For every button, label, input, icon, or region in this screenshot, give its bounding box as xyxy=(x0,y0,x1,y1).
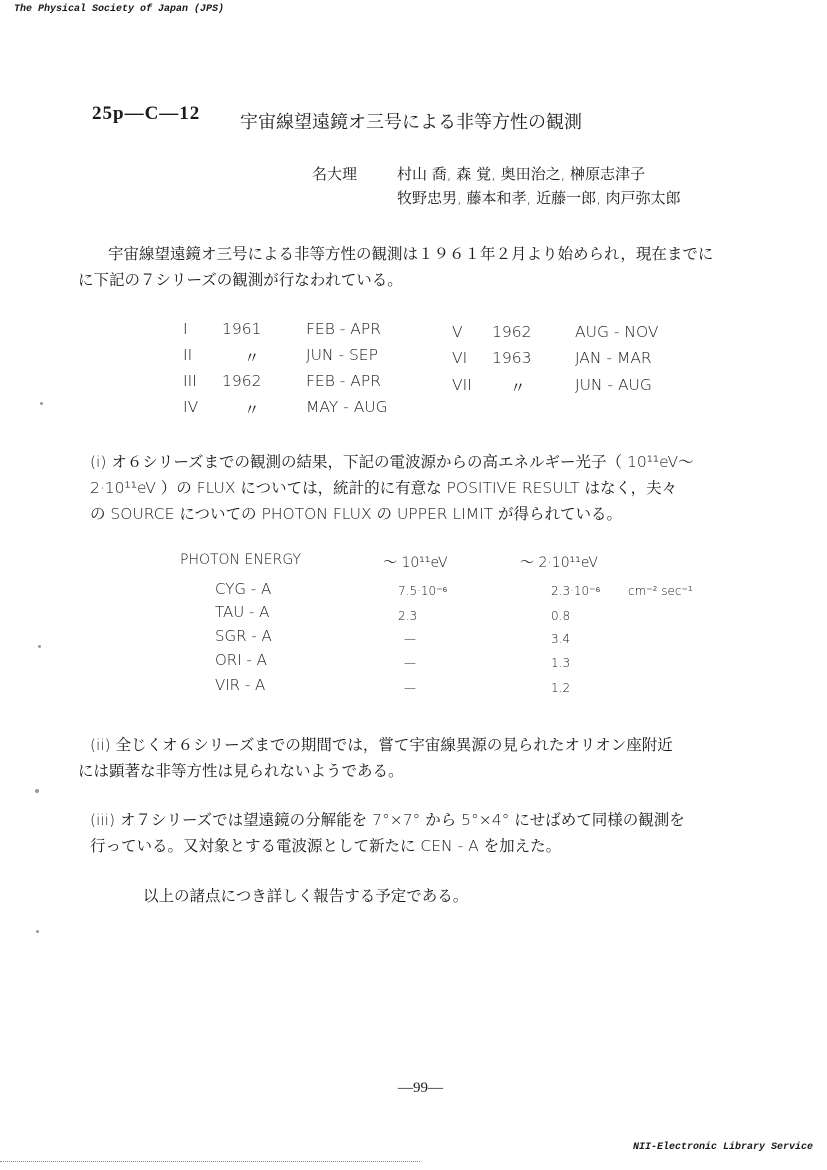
series-numeral: II xyxy=(183,346,193,364)
affiliation: 名大理 xyxy=(312,165,358,183)
series-months: MAY - AUG xyxy=(306,398,388,416)
para-i-line-1: (i) オ６シリーズまでの観測の結果，下記の電波源からの高エネルギー光子（ 10¹¹eV〜 xyxy=(90,453,694,471)
series-year: 〃 xyxy=(244,349,260,367)
intro-line-1: 宇宙線望遠鏡オ三号による非等方性の観測は１９６１年２月より始められ，現在までに xyxy=(108,245,714,263)
para-i-line-2: 2·10¹¹eV ）の FLUX については，統計的に有意な POSITIVE RESULT はなく，夫々 xyxy=(90,479,678,497)
flux-source: ORI - A xyxy=(215,651,267,669)
series-months: FEB - APR xyxy=(306,320,382,338)
series-year: 1962 xyxy=(492,323,532,341)
flux-value-2: 0.8 xyxy=(551,609,571,623)
scan-speck xyxy=(35,789,39,793)
flux-value-2: 3.4 xyxy=(551,632,571,646)
flux-source: TAU - A xyxy=(215,603,270,621)
page-number: —99— xyxy=(398,1080,443,1096)
abstract-id: 25p—C—12 xyxy=(92,103,201,124)
series-numeral: IV xyxy=(183,398,199,416)
series-year: 1961 xyxy=(222,320,262,338)
series-months: AUG - NOV xyxy=(575,323,659,341)
flux-source: SGR - A xyxy=(215,627,272,645)
scan-speck xyxy=(40,402,43,405)
series-months: FEB - APR xyxy=(306,372,382,390)
para-iii-line-2: 行っている。又対象とする電波源として新たに CEN - A を加えた。 xyxy=(90,837,562,855)
flux-value-1: — xyxy=(404,656,416,670)
flux-value-2: 2.3·10⁻⁶ xyxy=(551,584,601,598)
series-numeral: VI xyxy=(452,349,468,367)
flux-source: VIR - A xyxy=(215,676,266,694)
series-numeral: VII xyxy=(452,376,472,394)
closing-line: 以上の諸点につき詳しく報告する予定である。 xyxy=(143,887,469,905)
scan-speck xyxy=(36,930,39,933)
series-year: 1962 xyxy=(222,372,262,390)
series-year: 〃 xyxy=(510,379,526,397)
flux-value-1: — xyxy=(404,681,416,695)
series-numeral: I xyxy=(183,320,188,338)
series-months: JUN - AUG xyxy=(575,376,652,394)
para-ii-line-2: には顕著な非等方性は見られないようである。 xyxy=(78,762,404,780)
flux-header-col1: 〜 10¹¹eV xyxy=(383,555,448,571)
flux-source: CYG - A xyxy=(215,580,272,598)
flux-value-2: 1.2 xyxy=(551,681,571,695)
series-months: JUN - SEP xyxy=(306,346,378,364)
flux-value-1: 7.5·10⁻⁶ xyxy=(398,584,448,598)
flux-header-col2: 〜 2·10¹¹eV xyxy=(520,555,598,571)
journal-header: The Physical Society of Japan (JPS) xyxy=(14,4,225,15)
series-numeral: III xyxy=(183,372,197,390)
para-ii-line-1: (ii) 全じくオ６シリーズまでの期間では，嘗て宇宙線異源の見られたオリオン座附近 xyxy=(90,736,673,754)
footer-dotted-rule xyxy=(0,1161,420,1162)
scan-speck xyxy=(38,645,41,648)
abstract-title: 宇宙線望遠鏡オ三号による非等方性の観測 xyxy=(240,112,582,133)
flux-value-1: 2.3 xyxy=(398,609,418,623)
series-year: 1963 xyxy=(492,349,532,367)
authors-line-1: 村山 喬, 森 覚, 奥田治之, 榊原志津子 xyxy=(397,165,646,183)
para-i-line-3: の SOURCE についての PHOTON FLUX の UPPER LIMIT が得られている。 xyxy=(90,505,623,523)
para-iii-line-1: (iii) オ７シリーズでは望遠鏡の分解能を 7°×7° から 5°×4° にせばめて同様の観測を xyxy=(90,811,685,829)
series-months: JAN - MAR xyxy=(575,349,652,367)
series-numeral: V xyxy=(452,323,463,341)
flux-value-1: — xyxy=(404,632,416,646)
footer-service: NII-Electronic Library Service xyxy=(632,1142,813,1153)
flux-value-2: 1.3 xyxy=(551,656,571,670)
authors-line-2: 牧野忠男, 藤本和孝, 近藤一郎, 肉戸弥太郎 xyxy=(397,189,681,207)
flux-unit: cm⁻² sec⁻¹ xyxy=(628,584,693,598)
flux-header-label: PHOTON ENERGY xyxy=(180,552,302,568)
series-year: 〃 xyxy=(244,401,260,419)
intro-line-2: に下記の７シリーズの観測が行なわれている。 xyxy=(78,271,403,289)
